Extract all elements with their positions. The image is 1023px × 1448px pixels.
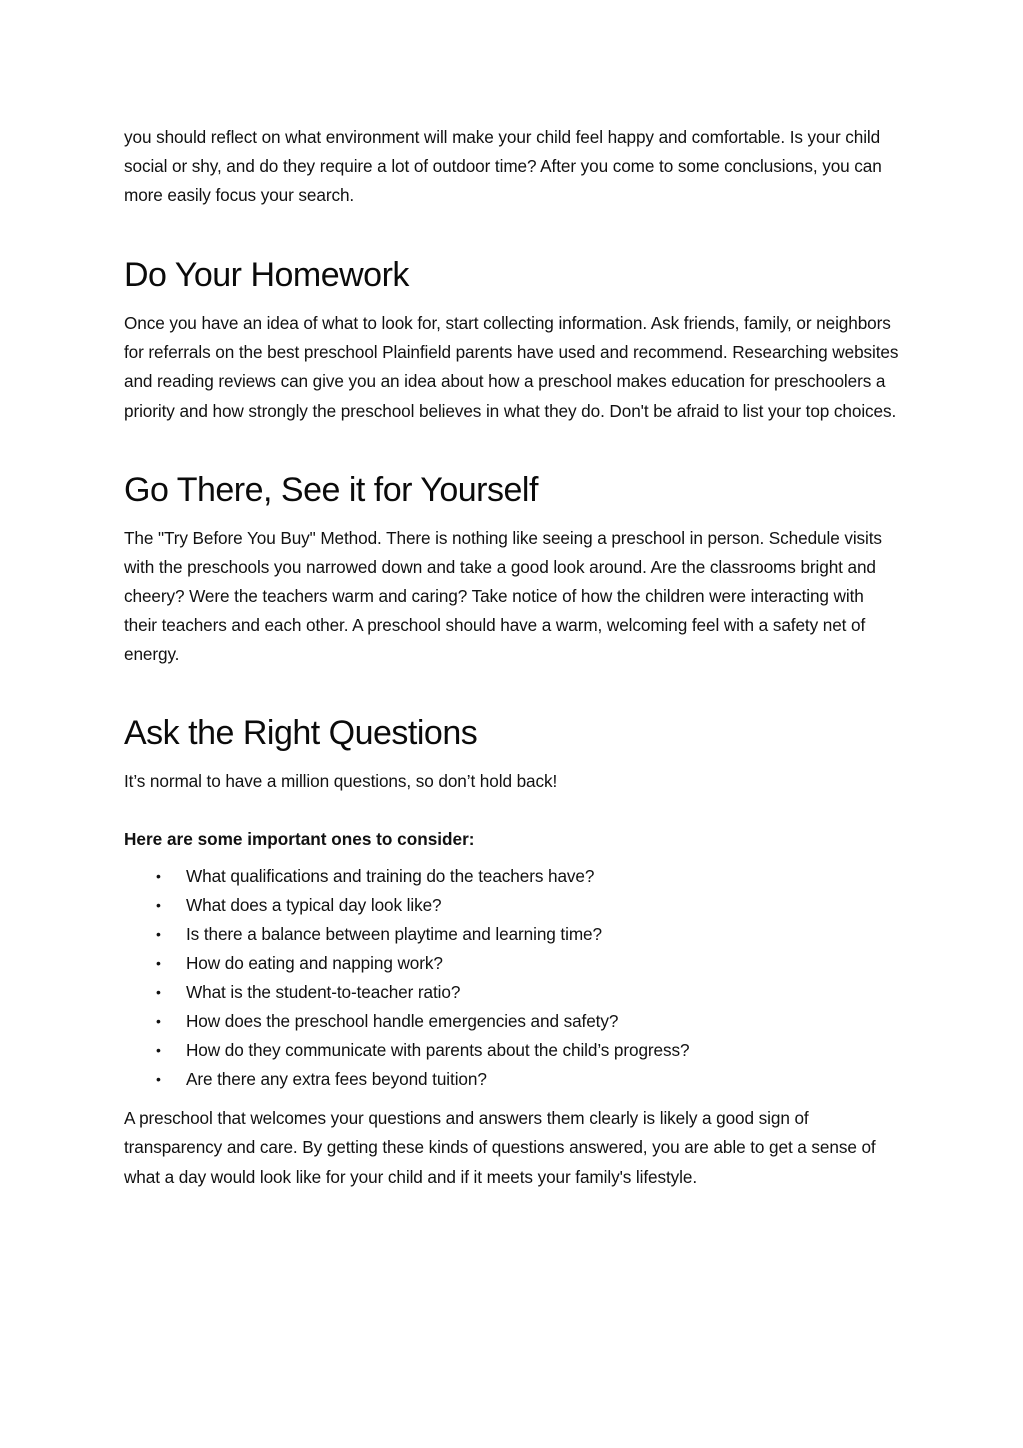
bullet-icon: •: [156, 1042, 161, 1059]
list-item-text: What is the student-to-teacher ratio?: [186, 982, 461, 1003]
bullet-icon: •: [156, 868, 161, 885]
intro-paragraph: you should reflect on what environment will make your child feel happy and comfortable. Is your child social or shy, and do they require a lot of outdoor time? After you come to some conclusions, you can more easily focus your search.: [124, 127, 882, 206]
heading-ask-questions: Ask the Right Questions: [124, 714, 478, 753]
questions-list: [124, 862, 899, 1094]
list-item: [124, 1007, 899, 1036]
bullet-icon: •: [156, 955, 161, 972]
list-item: [124, 920, 899, 949]
list-item: [124, 862, 899, 891]
list-item: [124, 1036, 899, 1065]
list-item-text: Is there a balance between playtime and learning time?: [186, 924, 602, 945]
questions-list-title: Here are some important ones to consider:: [124, 829, 475, 850]
list-item-text: How does the preschool handle emergencies and safety?: [186, 1011, 619, 1032]
bullet-icon: •: [156, 897, 161, 914]
bullet-icon: •: [156, 984, 161, 1001]
list-item-text: How do eating and napping work?: [186, 953, 443, 974]
list-item-text: What qualifications and training do the teachers have?: [186, 866, 595, 887]
bullet-icon: •: [156, 926, 161, 943]
list-item-text: Are there any extra fees beyond tuition?: [186, 1069, 487, 1090]
list-item: [124, 949, 899, 978]
homework-paragraph: Once you have an idea of what to look for, start collecting information. Ask friends, family, or neighbors for referrals on the best preschool Plainfield parents have used and recommend. Researching websites and reading reviews can give you an idea about how a preschool makes education for preschoolers a priority and how strongly the preschool believes in what they do. Don't be afraid to list your top choices.: [124, 313, 899, 421]
list-item-text: How do they communicate with parents about the child’s progress?: [186, 1040, 690, 1061]
list-item: [124, 1065, 899, 1094]
list-item: [124, 891, 899, 920]
page-content: [124, 123, 899, 1192]
list-item: [124, 978, 899, 1007]
heading-go-there: Go There, See it for Yourself: [124, 470, 538, 509]
questions-intro-paragraph: It’s normal to have a million questions, so don’t hold back!: [124, 771, 558, 792]
visit-paragraph: The "Try Before You Buy" Method. There is nothing like seeing a preschool in person. Schedule visits with the preschools you narrowed down and take a good look around. Are the classrooms bright and cheery? Were the teachers warm and caring? Take notice of how the children were interacting with their teachers and each other. A preschool should have a warm, welcoming feel with a safety net of energy.: [124, 527, 882, 665]
list-item-text: What does a typical day look like?: [186, 895, 442, 916]
bullet-icon: •: [156, 1013, 161, 1030]
heading-do-your-homework: Do Your Homework: [124, 256, 409, 295]
bullet-icon: •: [156, 1071, 161, 1088]
closing-paragraph: A preschool that welcomes your questions and answers them clearly is likely a good sign of transparency and care. By getting these kinds of questions answered, you are able to get a sense of what a day would look like for your child and if it meets your family's lifestyle.: [124, 1108, 876, 1187]
